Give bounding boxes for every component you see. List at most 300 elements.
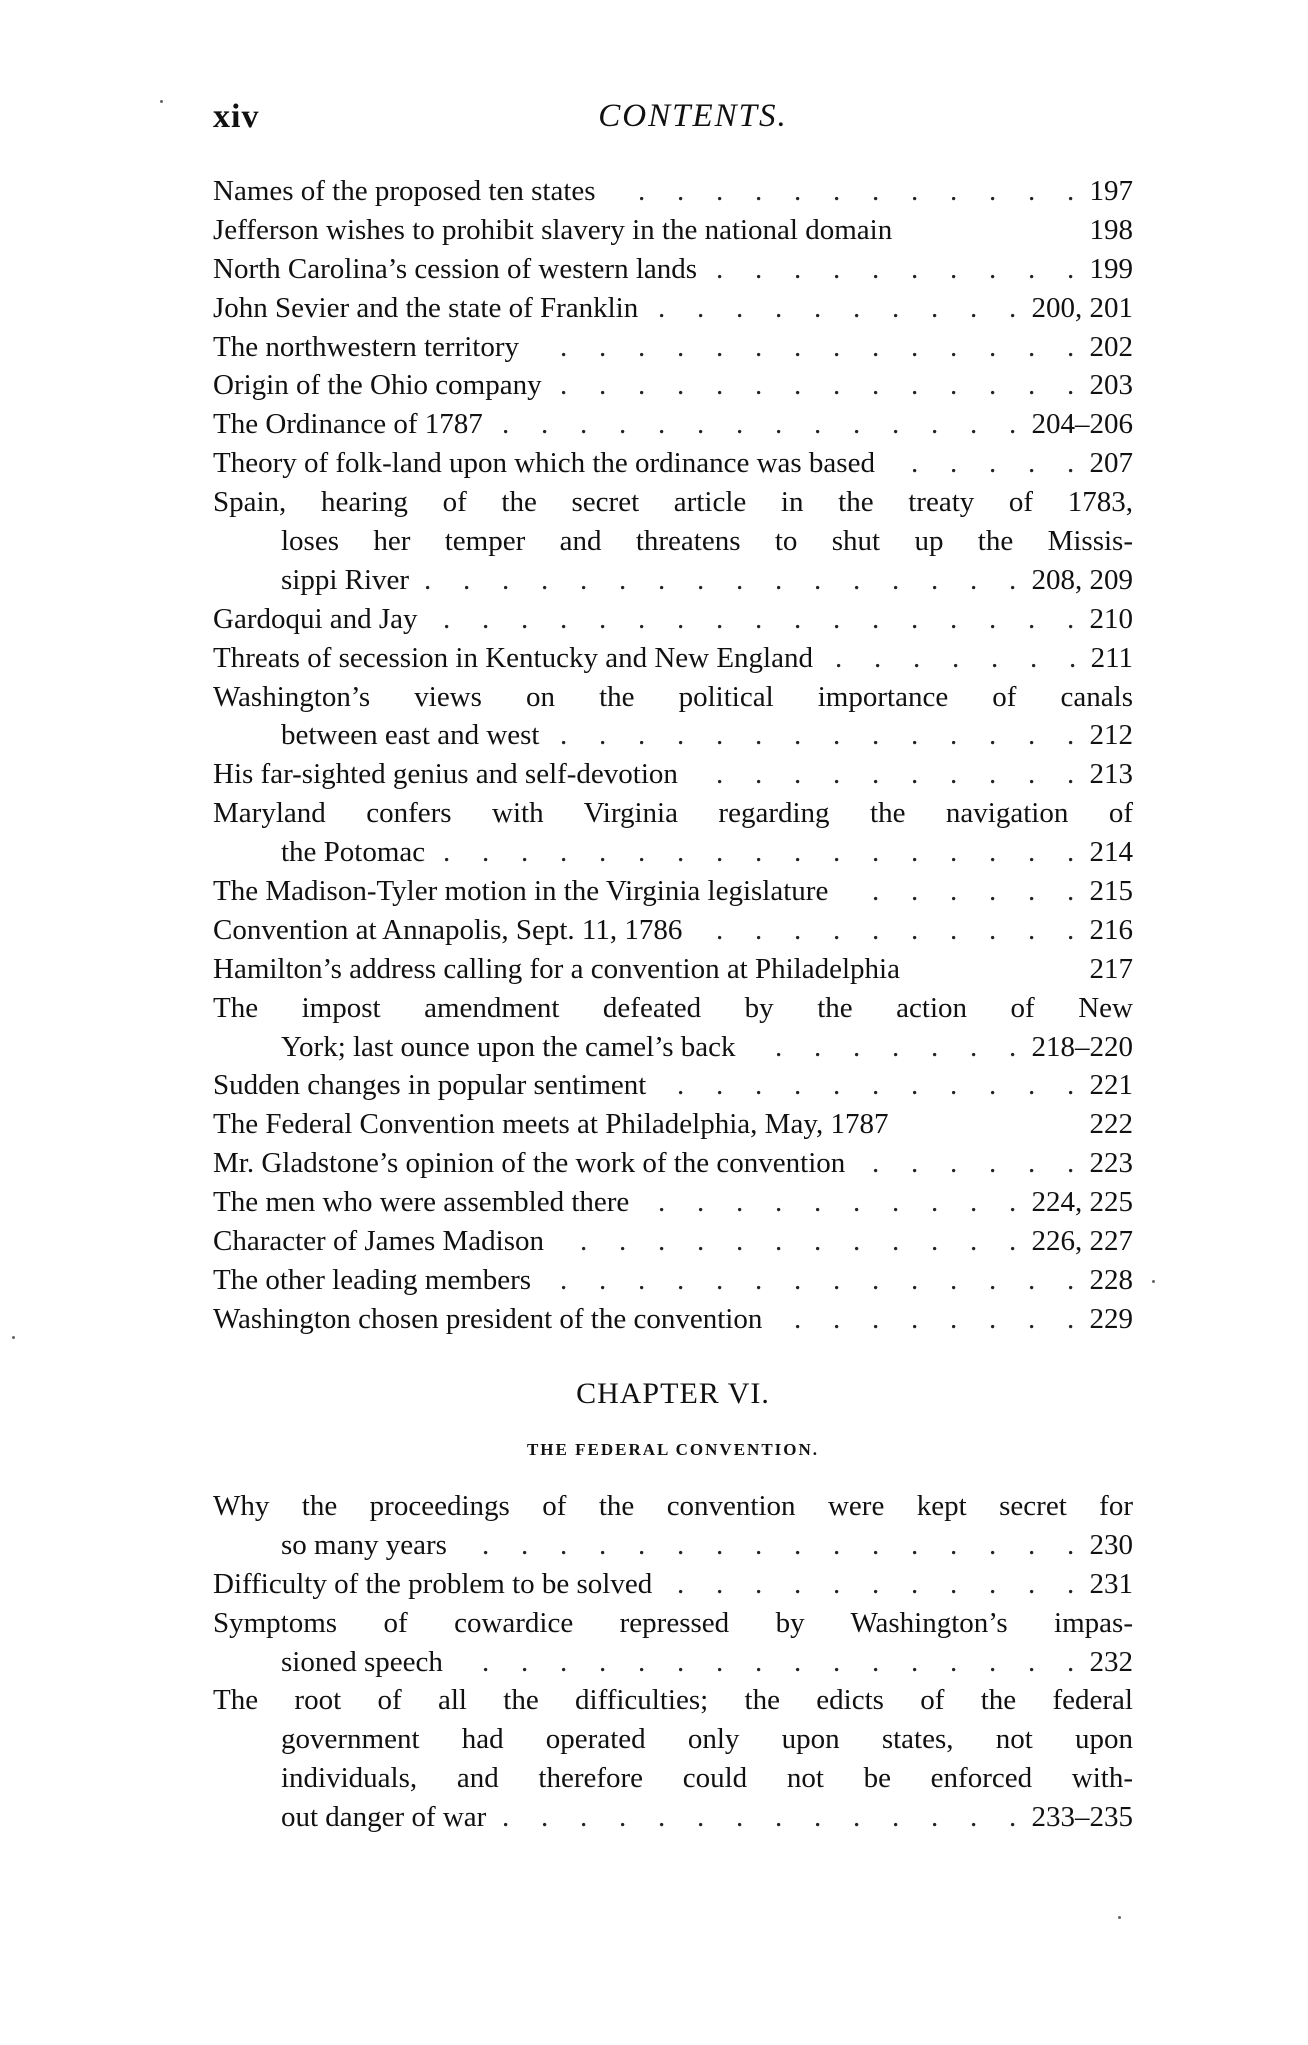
dot-leader: . bbox=[482, 1528, 490, 1561]
dot-leader: . bbox=[599, 1528, 607, 1561]
dot-leader: . bbox=[970, 1030, 978, 1063]
toc-entry-text: Difficulty of the problem to be solved bbox=[213, 1567, 653, 1600]
dot-leader: . bbox=[911, 447, 919, 480]
dot-leader: . bbox=[794, 1263, 802, 1296]
dot-leader: . bbox=[970, 291, 978, 324]
dot-leader: . bbox=[677, 330, 685, 363]
dot-leader: . bbox=[970, 1186, 978, 1219]
dot-leader: . bbox=[755, 602, 763, 635]
dot-leader: . bbox=[833, 758, 841, 791]
dot-leader: . bbox=[716, 836, 724, 869]
toc-entry-text: Mr. Gladstone’s opinion of the work of the convention bbox=[213, 1147, 846, 1180]
chapter-contents-list bbox=[213, 1487, 1133, 1837]
dot-leader: . bbox=[736, 1186, 744, 1219]
toc-entry-text: Sudden changes in popular sentiment bbox=[213, 1069, 647, 1102]
contents-list bbox=[213, 172, 1133, 1339]
dot-leader: . bbox=[1028, 252, 1036, 285]
dot-leader: . bbox=[619, 563, 627, 596]
dot-leader: . bbox=[1009, 1801, 1017, 1834]
toc-entry-text: York; last ounce upon the camel’s back bbox=[281, 1030, 736, 1063]
toc-entry-line bbox=[213, 1028, 1133, 1067]
dot-leader: . bbox=[1028, 1567, 1036, 1600]
dot-leader: . bbox=[716, 175, 724, 207]
dot-leader: . bbox=[814, 291, 822, 324]
dot-leader: . bbox=[580, 1225, 588, 1258]
scan-speck bbox=[1152, 1280, 1155, 1283]
dot-leader: . bbox=[677, 369, 685, 402]
toc-page-reference: 215 bbox=[1089, 875, 1133, 908]
dot-leader: . bbox=[950, 1263, 958, 1296]
toc-entry-line bbox=[213, 289, 1133, 328]
dot-leader: . bbox=[872, 1302, 880, 1335]
dot-leader: . bbox=[989, 369, 997, 402]
dot-leader: . bbox=[950, 1528, 958, 1561]
dot-leader: . bbox=[814, 1801, 822, 1834]
dot-leader: . bbox=[1067, 1302, 1075, 1335]
dot-leader: . bbox=[833, 175, 841, 207]
dot-leader: . bbox=[482, 1645, 490, 1678]
toc-page-reference: 232 bbox=[1089, 1645, 1133, 1678]
dot-leader: . bbox=[658, 1225, 666, 1258]
dot-leader: . bbox=[833, 330, 841, 363]
dot-leader: . bbox=[775, 291, 783, 324]
page-header bbox=[213, 98, 1133, 148]
dot-leader: . bbox=[931, 563, 939, 596]
toc-entry-text: sippi River bbox=[281, 563, 410, 596]
toc-entry-line bbox=[213, 405, 1133, 444]
dot-leader: . bbox=[913, 641, 921, 674]
toc-entry-text: Spain, hearing of the secret article in the treaty of 1783, bbox=[213, 486, 1133, 519]
dot-leader: . bbox=[1067, 369, 1075, 402]
dot-leader: . bbox=[716, 913, 724, 946]
dot-leader: . bbox=[989, 758, 997, 791]
dot-leader: . bbox=[736, 1225, 744, 1258]
dot-leader: . bbox=[1009, 1030, 1017, 1063]
dot-leader: . bbox=[599, 1645, 607, 1678]
dot-leader: . bbox=[677, 1263, 685, 1296]
dot-leader: . bbox=[619, 408, 627, 441]
dot-leader: . bbox=[580, 408, 588, 441]
toc-entry-text: individuals, and therefore could not be enforced with- bbox=[281, 1762, 1133, 1795]
dot-leader: . bbox=[872, 175, 880, 207]
dot-leader: . bbox=[1067, 836, 1075, 869]
toc-entry-line bbox=[213, 1759, 1133, 1798]
toc-entry-text: The root of all the difficulties; the edicts of the federal bbox=[213, 1684, 1133, 1717]
dot-leader: . bbox=[697, 563, 705, 596]
dot-leader: . bbox=[638, 330, 646, 363]
dot-leader: . bbox=[521, 1528, 529, 1561]
dot-leader: . bbox=[482, 602, 490, 635]
dot-leader: . bbox=[677, 1528, 685, 1561]
dot-leader: . bbox=[580, 563, 588, 596]
dot-leader: . bbox=[1067, 913, 1075, 946]
dot-leader: . bbox=[833, 1528, 841, 1561]
dot-leader: . bbox=[872, 1263, 880, 1296]
dot-leader: . bbox=[1028, 758, 1036, 791]
dot-leader: . bbox=[521, 1645, 529, 1678]
dot-leader: . bbox=[1067, 1645, 1075, 1678]
dot-leader: . bbox=[950, 758, 958, 791]
toc-entry-line bbox=[213, 755, 1133, 794]
dot-leader: . bbox=[911, 1263, 919, 1296]
toc-entry-text: Theory of folk-land upon which the ordinance was based bbox=[213, 447, 875, 480]
dot-leader: . bbox=[872, 719, 880, 752]
dot-leader: . bbox=[1009, 563, 1017, 596]
toc-entry-line bbox=[213, 522, 1133, 561]
dot-leader: . bbox=[892, 1186, 900, 1219]
toc-entry-text: His far-sighted genius and self-devotion bbox=[213, 758, 678, 791]
dot-leader: . bbox=[814, 408, 822, 441]
dot-leader: . bbox=[1067, 758, 1075, 791]
dot-leader: . bbox=[697, 1225, 705, 1258]
dot-leader: . bbox=[1028, 1147, 1036, 1180]
dot-leader: . bbox=[911, 758, 919, 791]
dot-leader: . bbox=[853, 1186, 861, 1219]
dot-leader: . bbox=[677, 175, 685, 207]
dot-leader: . bbox=[989, 1069, 997, 1102]
running-title: CONTENTS. bbox=[598, 98, 788, 134]
dot-leader: . bbox=[950, 175, 958, 207]
dot-leader: . bbox=[755, 175, 763, 207]
dot-leader: . bbox=[892, 408, 900, 441]
dot-leader: . bbox=[755, 1528, 763, 1561]
toc-entry-text: The Federal Convention meets at Philadelphia, May, 1787 bbox=[213, 1108, 889, 1141]
dot-leader: . bbox=[794, 1528, 802, 1561]
dot-leader: . bbox=[443, 602, 451, 635]
dot-leader: . bbox=[794, 719, 802, 752]
toc-page-reference: 211 bbox=[1090, 641, 1133, 674]
toc-entry-line bbox=[213, 1798, 1133, 1837]
dot-leader: . bbox=[560, 330, 568, 363]
dot-leader: . bbox=[755, 913, 763, 946]
toc-entry-text: loses her temper and threatens to shut up the Missis- bbox=[281, 525, 1133, 558]
dot-leader: . bbox=[560, 719, 568, 752]
dot-leader: . bbox=[443, 836, 451, 869]
toc-entry-text: so many years bbox=[281, 1528, 447, 1561]
toc-entry-text: Threats of secession in Kentucky and New England bbox=[213, 641, 813, 674]
toc-entry-text: John Sevier and the state of Franklin bbox=[213, 291, 639, 324]
dot-leader: . bbox=[794, 1302, 802, 1335]
toc-entry-line bbox=[213, 716, 1133, 755]
dot-leader: . bbox=[755, 369, 763, 402]
dot-leader: . bbox=[814, 563, 822, 596]
toc-entry-line bbox=[213, 950, 1133, 989]
dot-leader: . bbox=[1067, 330, 1075, 363]
dot-leader: . bbox=[599, 369, 607, 402]
toc-page-reference: 213 bbox=[1089, 758, 1133, 791]
dot-leader: . bbox=[580, 1801, 588, 1834]
toc-entry-line bbox=[213, 328, 1133, 367]
dot-leader: . bbox=[1069, 641, 1077, 674]
dot-leader: . bbox=[1028, 602, 1036, 635]
dot-leader: . bbox=[755, 1645, 763, 1678]
toc-entry-text: The Madison-Tyler motion in the Virginia legislature bbox=[213, 875, 829, 908]
dot-leader: . bbox=[989, 1147, 997, 1180]
dot-leader: . bbox=[1067, 602, 1075, 635]
dot-leader: . bbox=[755, 836, 763, 869]
toc-page-reference: 210 bbox=[1089, 602, 1133, 635]
dot-leader: . bbox=[872, 369, 880, 402]
toc-entry-text: Why the proceedings of the convention were kept secret for bbox=[213, 1490, 1133, 1522]
dot-leader: . bbox=[619, 1225, 627, 1258]
dot-leader: . bbox=[794, 913, 802, 946]
dot-leader: . bbox=[775, 1030, 783, 1063]
toc-entry-line bbox=[213, 483, 1133, 522]
dot-leader: . bbox=[872, 330, 880, 363]
dot-leader: . bbox=[989, 1263, 997, 1296]
dot-leader: . bbox=[541, 563, 549, 596]
dot-leader: . bbox=[1028, 836, 1036, 869]
dot-leader: . bbox=[911, 602, 919, 635]
toc-entry-line bbox=[213, 794, 1133, 833]
dot-leader: . bbox=[911, 330, 919, 363]
dot-leader: . bbox=[950, 1069, 958, 1102]
dot-leader: . bbox=[1067, 1147, 1075, 1180]
toc-page-reference: 222 bbox=[1089, 1108, 1133, 1141]
toc-entry-line bbox=[213, 1526, 1133, 1565]
dot-leader: . bbox=[952, 641, 960, 674]
toc-entry-line bbox=[213, 600, 1133, 639]
dot-leader: . bbox=[716, 1528, 724, 1561]
dot-leader: . bbox=[814, 1225, 822, 1258]
dot-leader: . bbox=[560, 1263, 568, 1296]
dot-leader: . bbox=[716, 1645, 724, 1678]
toc-entry-line bbox=[213, 872, 1133, 911]
dot-leader: . bbox=[991, 641, 999, 674]
dot-leader: . bbox=[677, 836, 685, 869]
dot-leader: . bbox=[911, 1645, 919, 1678]
toc-page-reference: 214 bbox=[1089, 836, 1133, 869]
toc-entry-line bbox=[213, 1604, 1133, 1643]
dot-leader: . bbox=[1067, 875, 1075, 908]
dot-leader: . bbox=[950, 252, 958, 285]
scan-speck bbox=[160, 100, 163, 103]
dot-leader: . bbox=[755, 1567, 763, 1600]
dot-leader: . bbox=[950, 330, 958, 363]
dot-leader: . bbox=[950, 913, 958, 946]
dot-leader: . bbox=[619, 1801, 627, 1834]
dot-leader: . bbox=[521, 602, 529, 635]
toc-entry-text: Gardoqui and Jay bbox=[213, 602, 418, 635]
dot-leader: . bbox=[1009, 291, 1017, 324]
dot-leader: . bbox=[638, 1263, 646, 1296]
dot-leader: . bbox=[833, 836, 841, 869]
dot-leader: . bbox=[833, 602, 841, 635]
page-number: xiv bbox=[213, 98, 260, 135]
toc-entry-text: Maryland confers with Virginia regarding the navigation of bbox=[213, 797, 1133, 830]
dot-leader: . bbox=[989, 1302, 997, 1335]
dot-leader: . bbox=[755, 252, 763, 285]
dot-leader: . bbox=[989, 836, 997, 869]
toc-entry-text: Washington’s views on the political importance of canals bbox=[213, 680, 1133, 713]
dot-leader: . bbox=[892, 1030, 900, 1063]
toc-entry-line bbox=[213, 1720, 1133, 1759]
toc-entry-line bbox=[213, 1681, 1133, 1720]
dot-leader: . bbox=[1028, 330, 1036, 363]
dot-leader: . bbox=[794, 1069, 802, 1102]
scan-speck bbox=[1118, 1916, 1121, 1919]
dot-leader: . bbox=[677, 1567, 685, 1600]
toc-page-reference: 208, 209 bbox=[1031, 563, 1133, 596]
dot-leader: . bbox=[716, 252, 724, 285]
dot-leader: . bbox=[931, 291, 939, 324]
toc-entry-line bbox=[213, 678, 1133, 717]
dot-leader: . bbox=[755, 330, 763, 363]
dot-leader: . bbox=[560, 369, 568, 402]
dot-leader: . bbox=[677, 719, 685, 752]
dot-leader: . bbox=[931, 408, 939, 441]
dot-leader: . bbox=[1067, 1528, 1075, 1561]
dot-leader: . bbox=[502, 408, 510, 441]
dot-leader: . bbox=[874, 641, 882, 674]
dot-leader: . bbox=[950, 1645, 958, 1678]
dot-leader: . bbox=[794, 330, 802, 363]
dot-leader: . bbox=[872, 1069, 880, 1102]
dot-leader: . bbox=[950, 719, 958, 752]
dot-leader: . bbox=[736, 291, 744, 324]
dot-leader: . bbox=[833, 1069, 841, 1102]
dot-leader: . bbox=[502, 563, 510, 596]
dot-leader: . bbox=[872, 252, 880, 285]
toc-entry-line bbox=[213, 833, 1133, 872]
dot-leader: . bbox=[872, 602, 880, 635]
dot-leader: . bbox=[814, 1030, 822, 1063]
dot-leader: . bbox=[1030, 641, 1038, 674]
dot-leader: . bbox=[950, 369, 958, 402]
dot-leader: . bbox=[872, 836, 880, 869]
dot-leader: . bbox=[950, 875, 958, 908]
dot-leader: . bbox=[950, 836, 958, 869]
dot-leader: . bbox=[1028, 1263, 1036, 1296]
toc-entry-line bbox=[213, 1487, 1133, 1526]
dot-leader: . bbox=[853, 1030, 861, 1063]
dot-leader: . bbox=[911, 836, 919, 869]
dot-leader: . bbox=[911, 1567, 919, 1600]
dot-leader: . bbox=[716, 330, 724, 363]
toc-entry-text: Origin of the Ohio company bbox=[213, 369, 542, 402]
dot-leader: . bbox=[638, 719, 646, 752]
dot-leader: . bbox=[892, 563, 900, 596]
dot-leader: . bbox=[599, 1263, 607, 1296]
dot-leader: . bbox=[697, 291, 705, 324]
dot-leader: . bbox=[794, 369, 802, 402]
toc-entry-line bbox=[213, 1565, 1133, 1604]
dot-leader: . bbox=[833, 1567, 841, 1600]
toc-page-reference: 233–235 bbox=[1031, 1801, 1133, 1834]
dot-leader: . bbox=[950, 447, 958, 480]
dot-leader: . bbox=[989, 1528, 997, 1561]
dot-leader: . bbox=[794, 1567, 802, 1600]
dot-leader: . bbox=[931, 1801, 939, 1834]
dot-leader: . bbox=[833, 252, 841, 285]
toc-entry-text: The impost amendment defeated by the action of New bbox=[213, 991, 1133, 1024]
toc-entry-line bbox=[213, 366, 1133, 405]
dot-leader: . bbox=[736, 408, 744, 441]
dot-leader: . bbox=[1028, 719, 1036, 752]
dot-leader: . bbox=[775, 408, 783, 441]
dot-leader: . bbox=[658, 291, 666, 324]
dot-leader: . bbox=[541, 408, 549, 441]
toc-entry-line bbox=[213, 211, 1133, 250]
dot-leader: . bbox=[1028, 1528, 1036, 1561]
dot-leader: . bbox=[716, 602, 724, 635]
dot-leader: . bbox=[989, 447, 997, 480]
dot-leader: . bbox=[833, 913, 841, 946]
toc-page-reference: 226, 227 bbox=[1031, 1225, 1133, 1258]
toc-entry-text: government had operated only upon states, not upon bbox=[281, 1723, 1133, 1756]
dot-leader: . bbox=[1028, 1069, 1036, 1102]
toc-entry-text: the Potomac bbox=[281, 836, 426, 869]
toc-entry-line bbox=[213, 444, 1133, 483]
dot-leader: . bbox=[931, 1225, 939, 1258]
dot-leader: . bbox=[911, 252, 919, 285]
dot-leader: . bbox=[853, 291, 861, 324]
dot-leader: . bbox=[599, 836, 607, 869]
dot-leader: . bbox=[1028, 913, 1036, 946]
dot-leader: . bbox=[560, 1645, 568, 1678]
dot-leader: . bbox=[599, 602, 607, 635]
toc-entry-line bbox=[213, 1183, 1133, 1222]
dot-leader: . bbox=[931, 1186, 939, 1219]
dot-leader: . bbox=[1009, 1225, 1017, 1258]
dot-leader: . bbox=[1067, 1069, 1075, 1102]
dot-leader: . bbox=[911, 1069, 919, 1102]
toc-page-reference: 207 bbox=[1089, 447, 1133, 480]
dot-leader: . bbox=[541, 1801, 549, 1834]
toc-entry-line bbox=[213, 1222, 1133, 1261]
toc-page-reference: 223 bbox=[1089, 1147, 1133, 1180]
dot-leader: . bbox=[599, 330, 607, 363]
dot-leader: . bbox=[638, 175, 646, 207]
dot-leader: . bbox=[794, 1645, 802, 1678]
dot-leader: . bbox=[833, 1302, 841, 1335]
dot-leader: . bbox=[970, 1225, 978, 1258]
dot-leader: . bbox=[1028, 175, 1036, 207]
dot-leader: . bbox=[872, 875, 880, 908]
toc-entry-line bbox=[213, 989, 1133, 1028]
toc-entry-line bbox=[213, 1261, 1133, 1300]
toc-page-reference: 229 bbox=[1089, 1302, 1133, 1335]
dot-leader: . bbox=[833, 369, 841, 402]
dot-leader: . bbox=[599, 719, 607, 752]
dot-leader: . bbox=[794, 758, 802, 791]
dot-leader: . bbox=[911, 1528, 919, 1561]
toc-page-reference: 228 bbox=[1089, 1263, 1133, 1296]
toc-page-reference: 197 bbox=[1089, 175, 1133, 207]
dot-leader: . bbox=[1028, 1645, 1036, 1678]
dot-leader: . bbox=[638, 836, 646, 869]
dot-leader: . bbox=[911, 369, 919, 402]
toc-page-reference: 221 bbox=[1089, 1069, 1133, 1102]
toc-page-reference: 217 bbox=[1089, 952, 1133, 985]
dot-leader: . bbox=[1009, 408, 1017, 441]
dot-leader: . bbox=[950, 602, 958, 635]
dot-leader: . bbox=[989, 913, 997, 946]
dot-leader: . bbox=[1028, 447, 1036, 480]
toc-entry-text: Names of the proposed ten states bbox=[213, 175, 596, 207]
dot-leader: . bbox=[1028, 369, 1036, 402]
dot-leader: . bbox=[989, 602, 997, 635]
toc-entry-text: The other leading members bbox=[213, 1263, 532, 1296]
dot-leader: . bbox=[970, 408, 978, 441]
dot-leader: . bbox=[755, 719, 763, 752]
dot-leader: . bbox=[716, 1263, 724, 1296]
dot-leader: . bbox=[970, 563, 978, 596]
toc-entry-text: Symptoms of cowardice repressed by Washington’s impas- bbox=[213, 1606, 1133, 1639]
chapter-heading: CHAPTER VI. bbox=[576, 1377, 770, 1410]
toc-page-reference: 212 bbox=[1089, 719, 1133, 752]
toc-entry-text: North Carolina’s cession of western lands bbox=[213, 252, 698, 285]
